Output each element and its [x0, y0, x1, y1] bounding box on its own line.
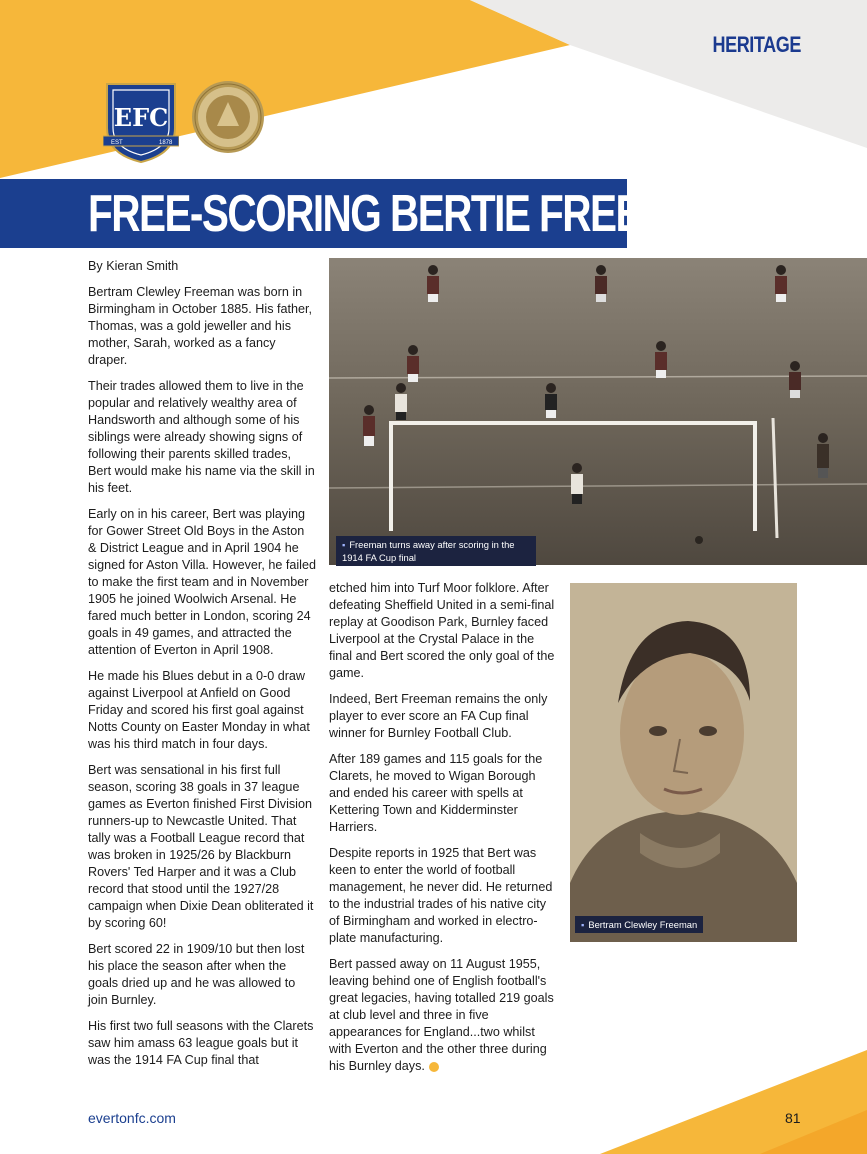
footer-url-link[interactable]: evertonfc.com: [88, 1110, 176, 1126]
paragraph: He made his Blues debut in a 0-0 draw against Liverpool at Anfield on Good Friday and scored his first goal against Notts County on Easter Monday in what was his third match in four days.: [88, 669, 310, 751]
caption-bullet-icon: ▪: [342, 539, 346, 550]
article-title: FREE-SCORING BERTIE FREEMAN: [88, 185, 729, 243]
club-crest-icon: [103, 78, 179, 164]
match-photo-illustration: [329, 258, 867, 565]
svg-text:EST: EST: [111, 140, 123, 146]
svg-text:EFC: EFC: [113, 103, 169, 132]
byline: By Kieran Smith: [88, 259, 179, 273]
article-column-2: [329, 580, 557, 1084]
page-number: 81: [785, 1110, 801, 1126]
heritage-medal-icon: [191, 80, 265, 154]
svg-text:1878: 1878: [159, 140, 173, 146]
paragraph: After 189 games and 115 goals for the Clarets, he moved to Wigan Borough and ended his career with spells at Kettering Town and Kidderminster Harriers.: [329, 752, 543, 834]
caption-text: Freeman turns away after scoring in the 1914 FA Cup final: [342, 539, 515, 563]
paragraph: Despite reports in 1925 that Bert was keen to enter the world of football management, he never did. He returned to the industrial trades of his native city of Birmingham and worked in electro-plate manufacturing.: [329, 846, 553, 945]
section-tag: HERITAGE: [712, 32, 801, 57]
portrait-photo: [570, 583, 797, 942]
portrait-illustration: [570, 583, 797, 942]
paragraph: etched him into Turf Moor folklore. After defeating Sheffield United in a semi-final replay at Goodison Park, Burnley faced Liverpool at the Crystal Palace in the final and Bert scored the only goal of the game.: [329, 581, 555, 680]
paragraph: His first two full seasons with the Clarets saw him amass 63 league goals but it was the 1914 FA Cup final that: [88, 1019, 314, 1067]
caption-bullet-icon: ▪: [581, 919, 585, 930]
paragraph: Bertram Clewley Freeman was born in Birmingham in October 1885. His father, Thomas, was a gold jeweller and his mother, Sarah, worked as a fancy draper.: [88, 285, 312, 367]
portrait-caption: [575, 916, 703, 933]
match-photo-caption: [336, 536, 536, 566]
article-column-1: [88, 258, 316, 1078]
paragraph: Indeed, Bert Freeman remains the only player to ever score an FA Cup final winner for Burnley Football Club.: [329, 692, 548, 740]
end-mark-icon: [429, 1062, 439, 1072]
paragraph: Early on in his career, Bert was playing for Gower Street Old Boys in the Aston & District League and in April 1904 he signed for Aston Villa. However, he failed to make the first team and in November 1905 he joined Woolwich Arsenal. He fared much better in London, scoring 24 goals in 49 games, and attracted the attention of Everton in April 1908.: [88, 507, 316, 657]
paragraph-last: [329, 956, 557, 1075]
paragraph: Bert was sensational in his first full season, scoring 38 goals in 37 league games as Everton finished First Division runners-up to Newcastle United. That tally was a Football League record that was broken in 1925/26 by Blackburn Rovers' Ted Harper and it was a Club record that stood until the 1927/28 campaign when Dixie Dean obliterated it by scoring 60!: [88, 763, 314, 930]
paragraph: Bert scored 22 in 1909/10 but then lost his place the season after when the goals dried up and he was allowed to join Burnley.: [88, 942, 305, 1007]
match-photo: [329, 258, 867, 565]
caption-text: Bertram Clewley Freeman: [588, 919, 698, 930]
paragraph-text: Bert passed away on 11 August 1955, leaving behind one of English football's great legacies, having totalled 219 goals at club level and three in five appearances for England...two whilst with Everton and the other three during his Burnley days.: [329, 957, 554, 1073]
paragraph: Their trades allowed them to live in the popular and relatively wealthy area of Handsworth and although some of his siblings were already showing signs of following their parents skilled trades, Bert would make his name via the skill in his feet.: [88, 379, 315, 495]
